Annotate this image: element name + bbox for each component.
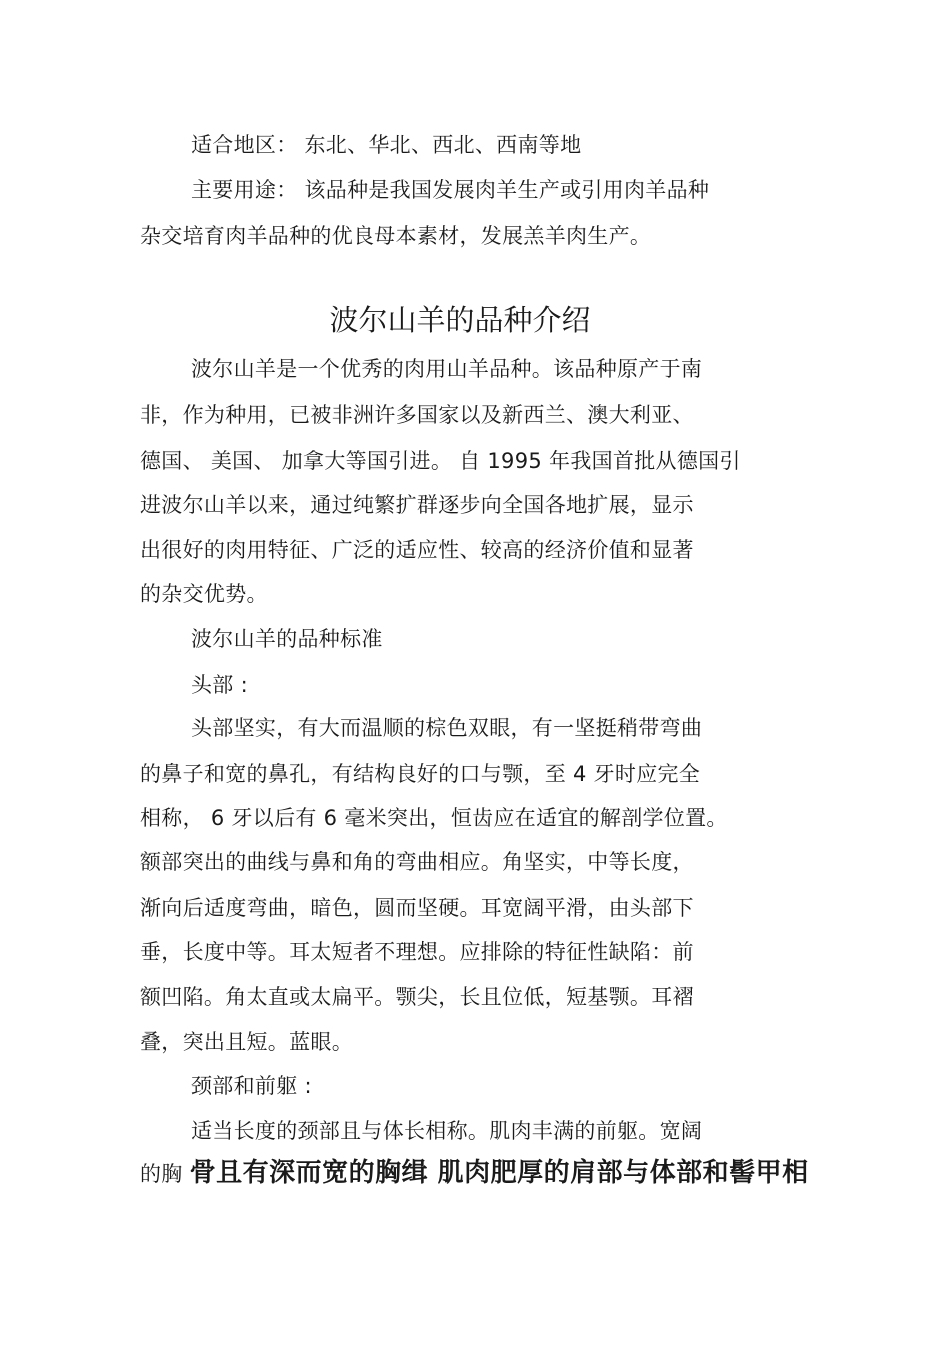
neck-para-line-2-start: 的胸 [140,1162,183,1186]
head-para-line-2: 的鼻子和宽的鼻孔，有结构良好的口与颚，至 4 牙时应完全 [140,762,701,786]
neck-para-line-2-bold: 骨且有深而宽的胸缉 肌肉肥厚的肩部与体部和髻甲相 [189,1158,809,1188]
para1-line-3: 德国、 美国、 加拿大等国引进。 自 1995 年我国首批从德国引 [140,449,741,473]
head-para-line-6: 垂，长度中等。耳太短者不理想。应排除的特征性缺陷：前 [140,940,694,964]
head-para-line-7: 额凹陷。角太直或太扁平。颚尖，长且位低，短基颚。耳褶 [140,985,694,1009]
neck-para-line-2 [140,1159,809,1188]
region-line: 适合地区： 东北、华北、西北、西南等地 [191,133,582,157]
para1-line-2: 非，作为种用，已被非洲许多国家以及新西兰、澳大利亚、 [140,403,694,427]
para1-line-6: 的杂交优势。 [140,582,268,606]
standard-heading: 波尔山羊的品种标准 [191,627,383,651]
para1-line-1: 波尔山羊是一个优秀的肉用山羊品种。该品种原产于南 [191,357,703,381]
use-line-1: 主要用途： 该品种是我国发展肉羊生产或引用肉羊品种 [191,178,710,202]
head-para-line-5: 渐向后适度弯曲，暗色，圆而坚硬。耳宽阔平滑，由头部下 [140,896,694,920]
head-heading: 头部 : [191,673,248,697]
head-para-line-1: 头部坚实，有大而温顺的棕色双眼，有一坚挺稍带弯曲 [191,716,703,740]
neck-para-line-1: 适当长度的颈部且与体长相称。肌肉丰满的前躯。宽阔 [191,1119,703,1143]
head-para-line-8: 叠，突出且短。蓝眼。 [140,1030,353,1054]
neck-heading: 颈部和前躯 : [191,1074,312,1098]
use-line-2: 杂交培育肉羊品种的优良母本素材，发展羔羊肉生产。 [140,224,652,248]
section-title: 波尔山羊的品种介绍 [329,303,591,337]
head-para-line-3: 相称， 6 牙以后有 6 毫米突出，恒齿应在适宜的解剖学位置。 [140,806,728,830]
para1-line-4: 进波尔山羊以来，通过纯繁扩群逐步向全国各地扩展，显示 [140,493,694,517]
head-para-line-4: 额部突出的曲线与鼻和角的弯曲相应。角坚实，中等长度， [140,850,694,874]
para1-line-5: 出很好的肉用特征、广泛的适应性、较高的经济价值和显著 [140,538,694,562]
